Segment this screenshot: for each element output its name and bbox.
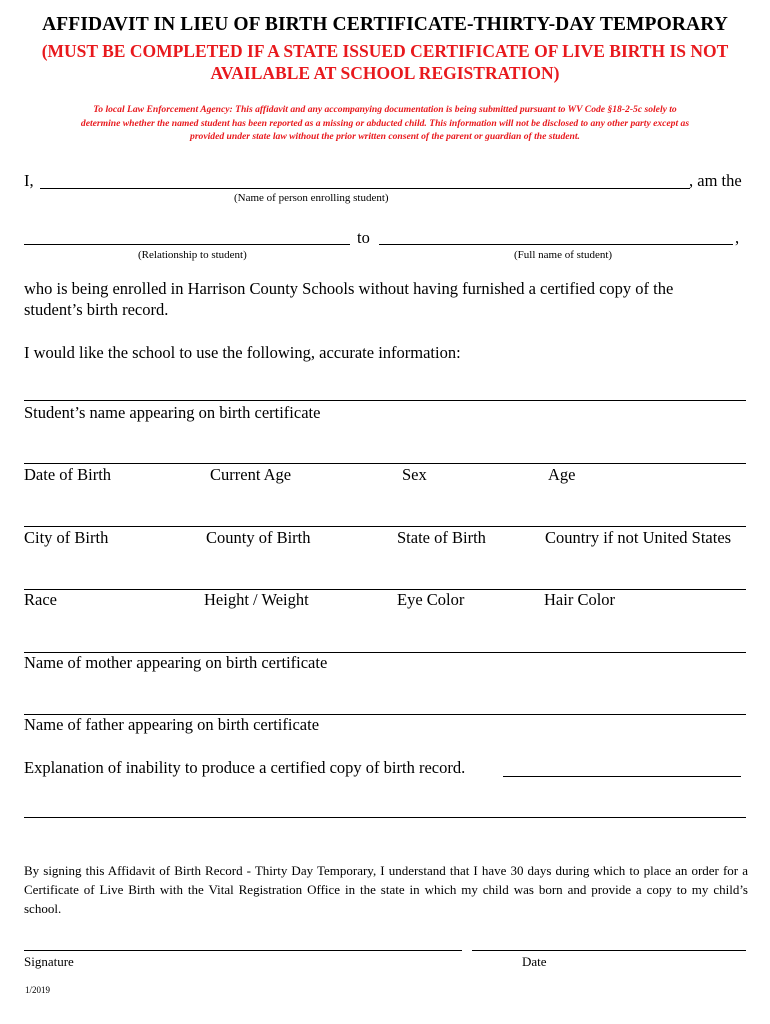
date-of-birth-label: Date of Birth	[24, 465, 112, 484]
enrollment-sentence	[24, 278, 754, 320]
explanation-label: Explanation of inability to produce a certified copy of birth record.	[24, 758, 466, 777]
enroller-name-field[interactable]	[40, 188, 690, 189]
form-subtitle	[0, 40, 770, 84]
eye-color-label: Eye Color	[397, 590, 465, 609]
information-request: I would like the school to use the following, accurate information:	[24, 343, 461, 362]
notice-line-1: To local Law Enforcement Agency: This affidavit and any accompanying documentation is being submitted pursuant to WV Code §18-2-5c solely to	[93, 104, 677, 115]
student-name-label: Student’s name appearing on birth certificate	[24, 403, 321, 422]
sex-label: Sex	[402, 465, 427, 484]
signature-field[interactable]	[24, 950, 462, 951]
relationship-field[interactable]	[24, 244, 350, 245]
form-title: AFFIDAVIT IN LIEU OF BIRTH CERTIFICATE-THIRTY-DAY TEMPORARY	[42, 14, 728, 35]
age-label: Age	[548, 465, 576, 484]
enrollment-sentence-line-2: student’s birth record.	[24, 300, 169, 319]
date-field[interactable]	[472, 950, 746, 951]
state-of-birth-label: State of Birth	[397, 528, 486, 547]
intro-prefix: I,	[24, 171, 34, 190]
physical-row-line[interactable]	[24, 589, 746, 590]
height-weight-label: Height / Weight	[204, 590, 309, 609]
city-of-birth-label: City of Birth	[24, 528, 109, 547]
explanation-continuation-line[interactable]	[24, 817, 746, 818]
notice-line-3: provided under state law without the prior written consent of the parent or guardian of the student.	[190, 131, 580, 142]
enrollment-sentence-line-1: who is being enrolled in Harrison County Schools without having furnished a certified copy of the	[24, 279, 674, 298]
hair-color-label: Hair Color	[544, 590, 616, 609]
race-label: Race	[24, 590, 57, 609]
county-of-birth-label: County of Birth	[206, 528, 311, 547]
relationship-caption: (Relationship to student)	[138, 249, 247, 261]
student-name-caption: (Full name of student)	[514, 249, 613, 261]
student-name-line[interactable]	[24, 400, 746, 401]
birthplace-row-line[interactable]	[24, 526, 746, 527]
explanation-field[interactable]	[503, 776, 741, 777]
law-enforcement-notice	[22, 103, 748, 144]
notice-line-2: determine whether the named student has been reported as a missing or abducted child. This information will not be disclosed to any other party except as	[80, 117, 690, 129]
current-age-label: Current Age	[210, 465, 292, 484]
acknowledgement-statement: By signing this Affidavit of Birth Record - Thirty Day Temporary, I understand that I have 30 days during which to place an order for a Certificate of Live Birth with the Vital Registration Office in the state in which my child was born and provide a copy to my child’s school.	[24, 863, 748, 916]
date-label: Date	[522, 954, 547, 969]
subtitle-line-2: AVAILABLE AT SCHOOL REGISTRATION)	[210, 63, 560, 83]
signature-label: Signature	[24, 954, 74, 969]
trailing-comma: ,	[735, 228, 740, 247]
student-full-name-field[interactable]	[379, 244, 733, 245]
intro-suffix: , am the	[689, 171, 742, 190]
subtitle-line-1: (MUST BE COMPLETED IF A STATE ISSUED CERTIFICATE OF LIVE BIRTH IS NOT	[41, 41, 729, 61]
country-label: Country if not United States	[545, 528, 732, 547]
to-word: to	[357, 228, 370, 247]
revision-date: 1/2019	[25, 985, 51, 995]
enroller-name-caption: (Name of person enrolling student)	[234, 192, 389, 204]
mother-name-label: Name of mother appearing on birth certificate	[24, 653, 328, 672]
father-name-label: Name of father appearing on birth certificate	[24, 715, 320, 734]
dob-row-line[interactable]	[24, 463, 746, 464]
